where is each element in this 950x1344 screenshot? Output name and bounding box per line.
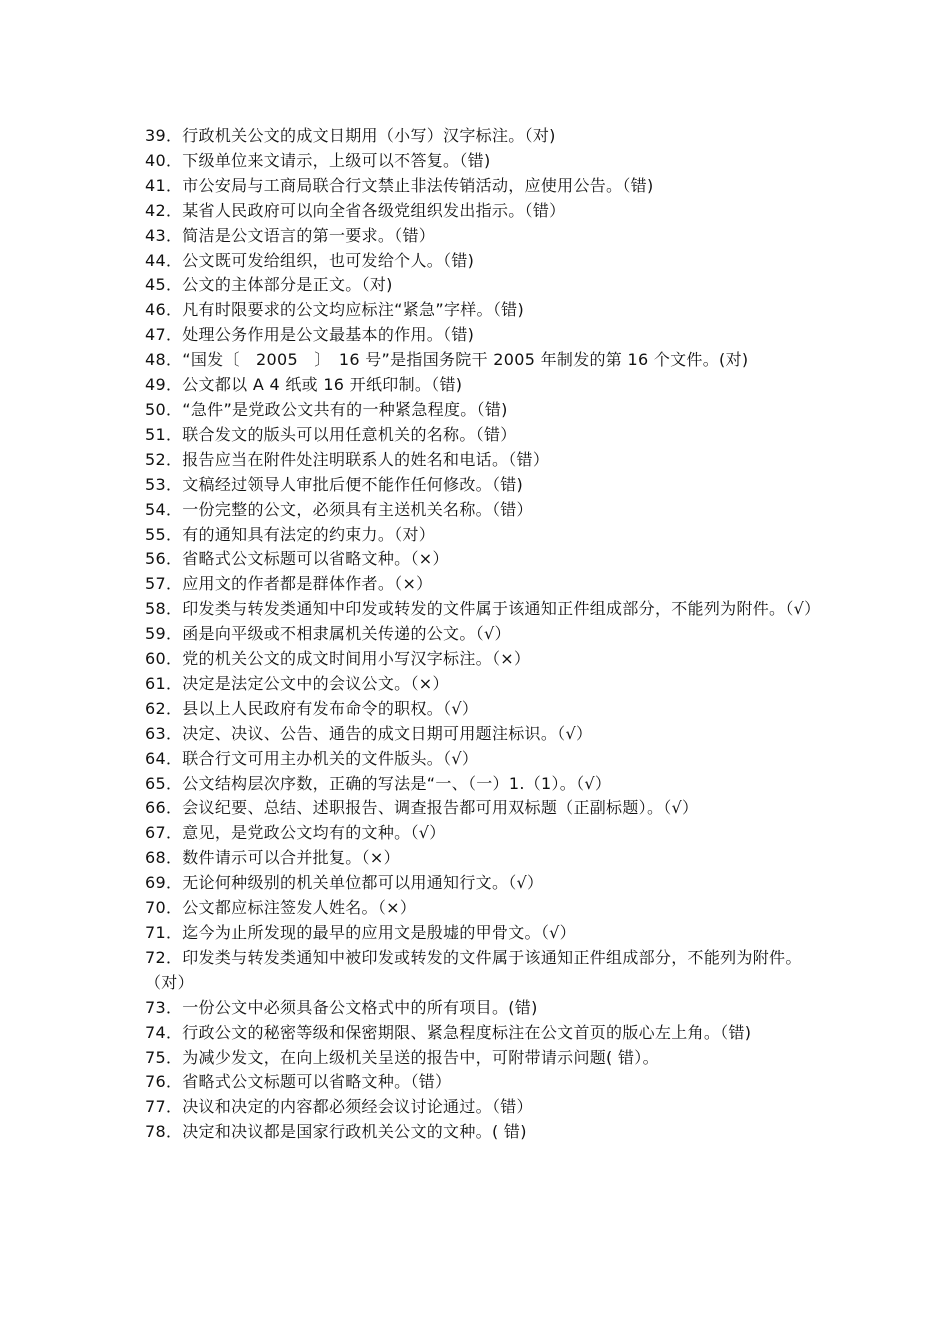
question-item-73: 73．一份公文中必须具备公文格式中的所有项目。(错) [145,997,538,1017]
question-item-55: 55．有的通知具有法定的约束力。（对） [145,524,436,544]
question-item-60: 60．党的机关公文的成文时间用小写汉字标注。（×） [145,649,531,669]
question-item-48: 48．“国发〔 2005 〕 16 号”是指国务院干 2005 年制发的第 16 个文件。(对) [145,350,749,370]
question-item-69: 69．无论何种级别的机关单位都可以用通知行文。（√） [145,873,544,893]
question-item-43: 43．简洁是公文语言的第一要求。（错） [145,225,436,245]
question-item-44: 44．公文既可发给组织，也可发给个人。（错) [145,250,475,270]
question-item-63: 63．决定、决议、公告、通告的成文日期可用题注标识。（√） [145,723,593,743]
question-item-52: 52．报告应当在附件处注明联系人的姓名和电话。（错） [145,449,550,469]
question-item-67: 67．意见，是党政公文均有的文种。（√） [145,823,446,843]
question-item-72: 72．印发类与转发类通知中被印发或转发的文件属于该通知正件组成部分，不能列为附件。（对） [145,947,802,992]
question-item-45: 45．公文的主体部分是正文。（对) [145,275,393,295]
question-item-66: 66．会议纪要、总结、述职报告、调查报告都可用双标题（正副标题）。（√） [145,798,699,818]
question-item-68: 68．数件请示可以合并批复。（×） [145,848,400,868]
question-item-53: 53．文稿经过领导人审批后便不能作任何修改。（错) [145,474,524,494]
question-item-54: 54．一份完整的公文，必须具有主送机关名称。（错） [145,499,533,519]
question-item-51: 51．联合发文的版头可以用任意机关的名称。（错） [145,424,517,444]
question-item-62: 62．县以上人民政府有发布命令的职权。（√） [145,698,479,718]
question-item-65: 65．公文结构层次序数，正确的写法是“一、（一）1.（1）。（√） [145,773,612,793]
question-item-58: 58．印发类与转发类通知中印发或转发的文件属于该通知正件组成部分，不能列为附件。（√） [145,599,821,619]
question-item-75: 75．为减少发文，在向上级机关呈送的报告中，可附带请示问题( 错）。 [145,1047,659,1067]
question-item-78: 78．决定和决议都是国家行政机关公文的文种。( 错) [145,1122,527,1142]
question-item-42: 42．某省人民政府可以向全省各级党组织发出指示。（错） [145,200,566,220]
question-item-71: 71．迄今为止所发现的最早的应用文是殷墟的甲骨文。（√） [145,923,576,942]
question-item-47: 47．处理公务作用是公文最基本的作用。（错) [145,325,475,345]
question-item-64: 64．联合行文可用主办机关的文件版头。（√） [145,748,479,768]
question-item-57: 57．应用文的作者都是群体作者。（×） [145,574,433,594]
question-item-76: 76．省略式公文标题可以省略文种。（错） [145,1072,452,1092]
question-item-40: 40．下级单位来文请示，上级可以不答复。（错) [145,150,491,170]
question-item-77: 77．决议和决定的内容都必须经会议讨论通过。（错） [145,1097,533,1117]
question-item-61: 61．决定是法定公文中的会议公文。（×） [145,673,449,693]
question-item-50: 50．“急件”是党政公文共有的一种紧急程度。（错) [145,399,508,419]
question-item-70: 70．公文都应标注签发人姓名。（×） [145,898,417,918]
document-page [145,124,821,1145]
question-item-74: 74．行政公文的秘密等级和保密期限、紧急程度标注在公文首页的版心左上角。（错) [145,1022,752,1042]
question-item-46: 46．凡有时限要求的公文均应标注“紧急”字样。（错) [145,300,524,320]
question-item-49: 49．公文都以 A 4 纸或 16 开纸印制。（错) [145,375,463,395]
question-item-41: 41．市公安局与工商局联合行文禁止非法传销活动，应使用公告。（错) [145,175,654,195]
question-item-59: 59．函是向平级或不相隶属机关传递的公文。（√） [145,624,511,644]
question-item-56: 56．省略式公文标题可以省略文种。（×） [145,549,449,569]
question-item-39: 39．行政机关公文的成文日期用（小写）汉字标注。（对) [145,126,556,145]
